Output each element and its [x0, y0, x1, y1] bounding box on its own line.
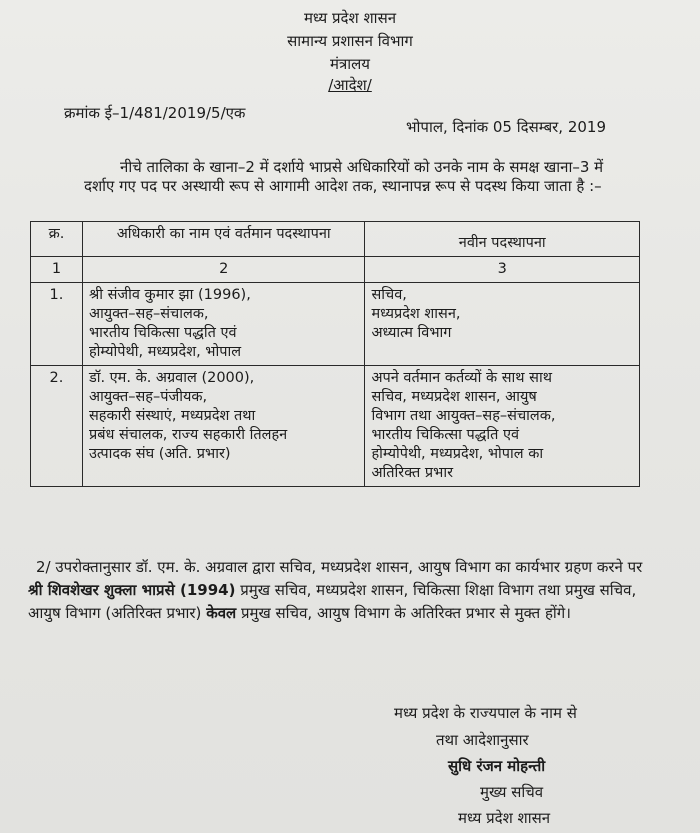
table-row: [31, 366, 640, 487]
row-officer: डॉ. एम. के. अग्रवाल (2000), आयुक्त–सह–पंजीयक, सहकारी संस्थाएं, मध्यप्रदेश तथा प्रबंध संचालक, राज्य सहकारी तिलहन उत्पादक संघ (अति. प्रभार): [82, 366, 365, 487]
col-number-3: 3: [365, 257, 640, 283]
row-sno: 1.: [31, 283, 83, 366]
header-government: मध्य प्रदेश शासन: [303, 9, 397, 27]
table-header-row: [31, 222, 640, 257]
intro-paragraph: नीचे तालिका के खाना–2 में दर्शाये भाप्रसे अधिकारियों को उनके नाम के समक्ष खाना–3 में दर्शाए गए पद पर अस्थायी रूप से आगामी आदेश तक, स्थानापन्न रूप से पदस्थ किया जाता है :–: [84, 158, 604, 195]
header-officer: अधिकारी का नाम एवं वर्तमान पदस्थापना: [82, 222, 365, 257]
header-sno: क्र.: [31, 222, 83, 257]
signatory-designation: मुख्य सचिव: [480, 783, 544, 801]
place-date: भोपाल, दिनांक 05 दिसम्बर, 2019: [406, 118, 607, 136]
header-mantralaya: मंत्रालय: [329, 55, 370, 73]
col-number-2: 2: [82, 257, 365, 283]
signature-line-2: तथा आदेशानुसार: [436, 731, 529, 749]
row-officer: श्री संजीव कुमार झा (1996), आयुक्त–सह–संचालक, भारतीय चिकित्सा पद्धति एवं होम्योपेथी, मध्यप्रदेश, भोपाल: [82, 283, 365, 366]
relieved-officer-name: श्री शिवशेखर शुक्ला भाप्रसे (1994): [28, 581, 236, 599]
posting-table: [30, 221, 640, 487]
table-column-number-row: [31, 257, 640, 283]
col-number-1: 1: [31, 257, 83, 283]
signatory-organisation: मध्य प्रदेश शासन: [458, 809, 551, 827]
header-department: सामान्य प्रशासन विभाग: [287, 32, 413, 50]
row-new-posting: सचिव, मध्यप्रदेश शासन, अध्यात्म विभाग: [365, 283, 640, 366]
signatory-name: सुधि रंजन मोहन्ती: [448, 757, 546, 775]
row-new-posting: अपने वर्तमान कर्तव्यों के साथ साथ सचिव, मध्यप्रदेश शासन, आयुष विभाग तथा आयुक्त–सह–संचालक, भारतीय चिकित्सा पद्धति एवं होम्योपेथी, मध्यप्रदेश, भोपाल का अतिरिक्त प्रभार: [365, 366, 640, 487]
table-row: [31, 283, 640, 366]
header-new-posting: नवीन पदस्थापना: [365, 222, 640, 257]
signature-line-1: मध्य प्रदेश के राज्यपाल के नाम से: [394, 704, 577, 722]
paragraph-2: 2/ उपरोक्तानुसार डॉ. एम. के. अग्रवाल द्वारा सचिव, मध्यप्रदेश शासन, आयुष विभाग का कार्यभार ग्रहण करने पर श्री शिवशेखर शुक्ला भाप्रसे (1994) प्रमुख सचिव, मध्यप्रदेश शासन, चिकित्सा शिक्षा विभाग तथा प्रमुख सचिव, आयुष विभाग (अतिरिक्त प्रभार) केवल प्रमुख सचिव, आयुष विभाग के अतिरिक्त प्रभार से मुक्त होंगे।: [28, 558, 643, 622]
order-number: क्रमांक ई–1/481/2019/5/एक: [64, 104, 246, 122]
header-order-title: /आदेश/: [328, 76, 372, 94]
row-sno: 2.: [31, 366, 83, 487]
